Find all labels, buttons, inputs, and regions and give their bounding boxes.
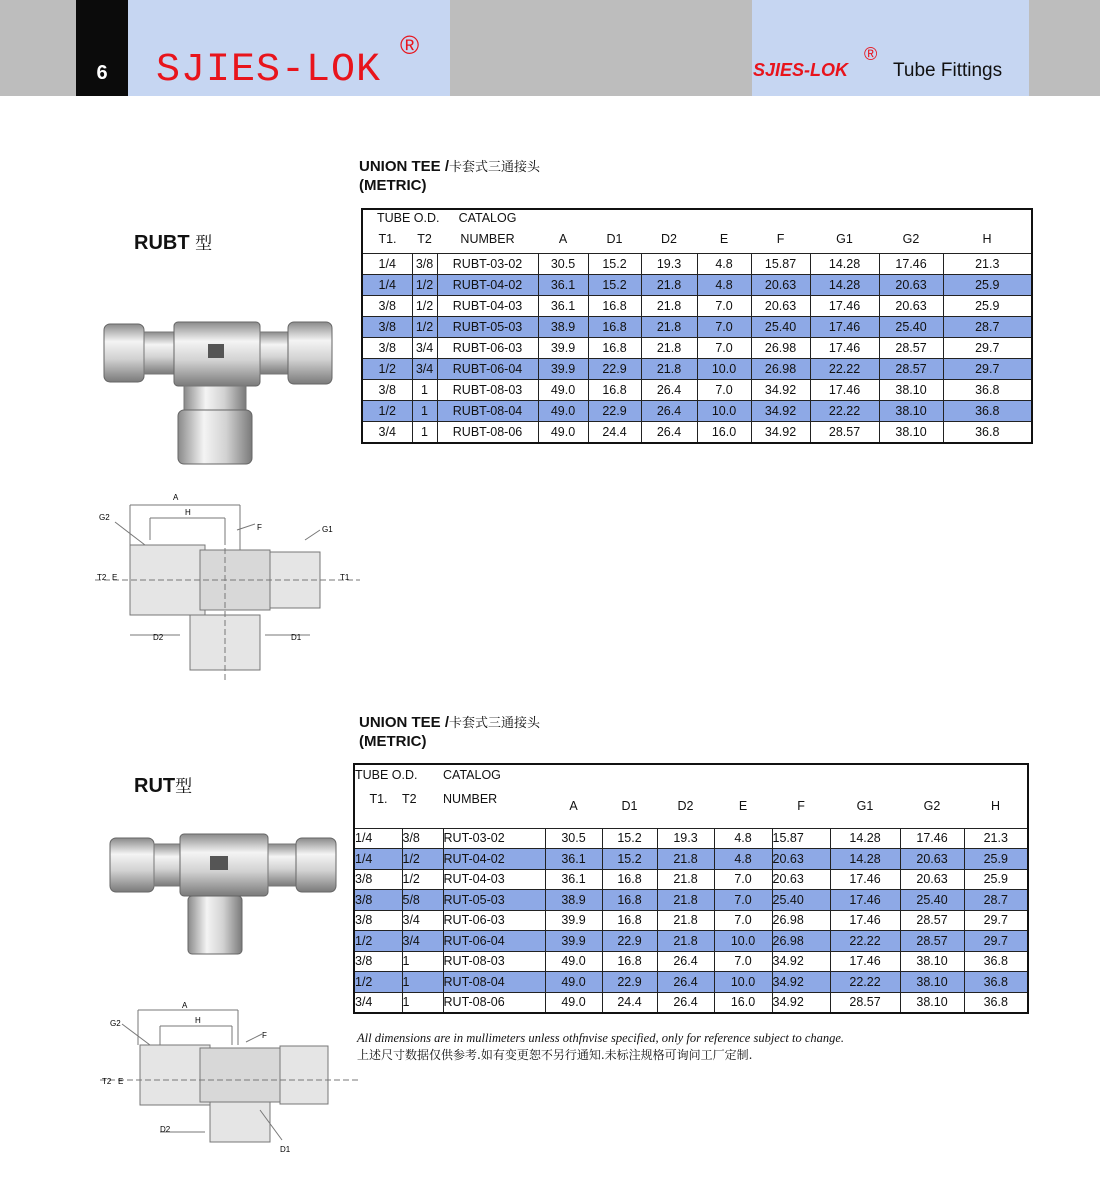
drawing-label-g2: G2: [99, 513, 110, 522]
table-cell: 22.22: [810, 358, 879, 379]
table-cell: 39.9: [538, 358, 588, 379]
table-cell: 21.3: [964, 828, 1028, 849]
table-cell: 49.0: [538, 379, 588, 400]
table-cell: 39.9: [538, 337, 588, 358]
table-cell: 1: [402, 992, 443, 1013]
table-cell: 20.63: [751, 295, 810, 316]
table-cell: 21.8: [641, 295, 697, 316]
table-cell: 16.8: [588, 337, 641, 358]
table-cell: RUBT-08-03: [437, 379, 538, 400]
table-cell: 19.3: [641, 253, 697, 274]
table-cell: 36.8: [943, 379, 1032, 400]
table-cell: RUBT-06-03: [437, 337, 538, 358]
table-cell: 39.9: [545, 931, 602, 952]
table-cell: 7.0: [697, 337, 751, 358]
registered-mark-small: ®: [864, 44, 878, 64]
table-row: [354, 849, 1028, 870]
table-row: [362, 421, 1032, 443]
table-cell: 17.46: [810, 316, 879, 337]
table-cell: 3/8: [402, 828, 443, 849]
table-cell: 21.8: [641, 316, 697, 337]
table-cell: 21.8: [641, 358, 697, 379]
table-cell: 20.63: [900, 849, 964, 870]
table-cell: 38.10: [900, 951, 964, 972]
table-cell: 26.4: [657, 992, 714, 1013]
table-cell: 14.28: [830, 828, 900, 849]
table-cell: 30.5: [538, 253, 588, 274]
table-cell: 26.4: [657, 951, 714, 972]
table-row: [354, 931, 1028, 952]
table-row: [354, 869, 1028, 890]
table-cell: 1: [412, 421, 437, 443]
table-row: [362, 316, 1032, 337]
table-cell: 25.40: [879, 316, 943, 337]
section-title: UNION TEE /卡套式三通接头 (METRIC): [359, 158, 541, 194]
table-cell: 24.4: [588, 421, 641, 443]
table-cell: 19.3: [657, 828, 714, 849]
table-cell: 5/8: [402, 890, 443, 911]
table-row: [362, 295, 1032, 316]
table-cell: 36.1: [538, 295, 588, 316]
table-header-row: T1. T2 NUMBER A D1 D2 E F G1 G2 H: [378, 231, 992, 246]
drawing-label-t2: T2: [102, 1077, 112, 1086]
table-cell: RUBT-04-03: [437, 295, 538, 316]
table-cell: 21.8: [641, 274, 697, 295]
table-cell: 38.9: [538, 316, 588, 337]
table-cell: 3/4: [402, 931, 443, 952]
table-cell: 1/2: [412, 295, 437, 316]
page-number: 6: [96, 62, 108, 84]
table-cell: 49.0: [538, 400, 588, 421]
table-cell: 36.8: [943, 400, 1032, 421]
section-title: UNION TEE /卡套式三通接头 (METRIC): [359, 714, 541, 750]
table-cell: 7.0: [714, 910, 772, 931]
table-cell: 17.46: [810, 379, 879, 400]
table-cell: RUT-06-03: [443, 910, 545, 931]
table-row: [362, 253, 1032, 274]
table-row: [354, 992, 1028, 1013]
table-cell: 25.9: [943, 274, 1032, 295]
table-cell: 1/2: [354, 931, 402, 952]
table-cell: 36.1: [545, 849, 602, 870]
table-cell: 1/2: [402, 849, 443, 870]
union-tee-drawing: [100, 1000, 360, 1160]
table-cell: 15.87: [751, 253, 810, 274]
registered-mark: ®: [400, 30, 420, 60]
drawing-label-a: A: [173, 493, 179, 502]
table-cell: 29.7: [964, 910, 1028, 931]
table-cell: 26.98: [751, 358, 810, 379]
table-cell: 29.7: [943, 337, 1032, 358]
table-cell: 3/8: [354, 869, 402, 890]
table-cell: 16.0: [714, 992, 772, 1013]
table-cell: RUBT-08-06: [437, 421, 538, 443]
table-cell: 17.46: [900, 828, 964, 849]
table-cell: RUT-05-03: [443, 890, 545, 911]
table-cell: 15.2: [588, 274, 641, 295]
table-row: [354, 972, 1028, 993]
table-cell: 3/4: [412, 358, 437, 379]
table-cell: 20.63: [900, 869, 964, 890]
table-cell: 3/8: [362, 337, 412, 358]
table-cell: 10.0: [697, 358, 751, 379]
table-cell: 1: [412, 379, 437, 400]
header-subtitle: Tube Fittings: [893, 60, 1003, 81]
table-cell: 1/2: [354, 972, 402, 993]
table-cell: 20.63: [879, 274, 943, 295]
table-cell: 26.4: [641, 400, 697, 421]
table-cell: 16.8: [602, 951, 657, 972]
table-cell: 24.4: [602, 992, 657, 1013]
union-tee-photo: [108, 832, 358, 982]
table-cell: 3/4: [362, 421, 412, 443]
table-cell: RUBT-04-02: [437, 274, 538, 295]
table-cell: 38.10: [900, 972, 964, 993]
table-cell: 4.8: [697, 274, 751, 295]
drawing-label-f: F: [262, 1031, 267, 1040]
table-cell: 36.8: [964, 972, 1028, 993]
table-cell: 15.2: [588, 253, 641, 274]
table-cell: 28.57: [900, 910, 964, 931]
table-cell: 25.40: [772, 890, 830, 911]
drawing-label-g1: G1: [322, 525, 333, 534]
table-cell: 14.28: [830, 849, 900, 870]
table-cell: 22.22: [830, 931, 900, 952]
table-cell: 38.10: [900, 992, 964, 1013]
table-cell: 21.8: [657, 890, 714, 911]
table-cell: 26.4: [641, 379, 697, 400]
table-cell: 34.92: [772, 951, 830, 972]
table-cell: 38.9: [545, 890, 602, 911]
table-cell: 20.63: [772, 869, 830, 890]
header-band-grey-right: [1029, 0, 1100, 96]
table-cell: 22.9: [602, 931, 657, 952]
footnote-chinese: 上述尺寸数据仅供参考.如有变更恕不另行通知.未标注规格可询问工厂定制.: [357, 1048, 753, 1062]
table-cell: 7.0: [714, 951, 772, 972]
table-cell: 3/8: [362, 295, 412, 316]
table-row: [362, 358, 1032, 379]
table-cell: 17.46: [830, 910, 900, 931]
drawing-label-h: H: [195, 1016, 201, 1025]
table-cell: 16.8: [588, 295, 641, 316]
table-cell: 29.7: [964, 931, 1028, 952]
table-header-row: T1. T2 NUMBER A D1 D2 E F G1 G2 H: [369, 791, 1001, 813]
drawing-label-d1: D1: [280, 1145, 291, 1154]
table-cell: 17.46: [830, 951, 900, 972]
table-cell: 7.0: [697, 379, 751, 400]
table-cell: RUBT-03-02: [437, 253, 538, 274]
table-cell: 15.87: [772, 828, 830, 849]
table-cell: 4.8: [714, 849, 772, 870]
table-cell: 3/4: [412, 337, 437, 358]
table-cell: 16.8: [588, 316, 641, 337]
table-cell: 21.8: [657, 849, 714, 870]
table-cell: 36.8: [964, 951, 1028, 972]
table-cell: 10.0: [697, 400, 751, 421]
drawing-label-g2: G2: [110, 1019, 121, 1028]
table-cell: 26.98: [772, 931, 830, 952]
table-cell: RUBT-05-03: [437, 316, 538, 337]
table-cell: 10.0: [714, 972, 772, 993]
drawing-label-h: H: [185, 508, 191, 517]
table-cell: 7.0: [697, 316, 751, 337]
drawing-label-f: F: [257, 523, 262, 532]
table-cell: 7.0: [714, 890, 772, 911]
table-cell: 16.8: [602, 890, 657, 911]
table-cell: 49.0: [545, 992, 602, 1013]
table-cell: RUT-08-03: [443, 951, 545, 972]
table-cell: 28.57: [810, 421, 879, 443]
table-cell: RUBT-08-04: [437, 400, 538, 421]
table-cell: 3/8: [354, 951, 402, 972]
table-cell: 26.4: [657, 972, 714, 993]
table-cell: 30.5: [545, 828, 602, 849]
drawing-label-t2: T2: [97, 573, 107, 582]
table-cell: 28.57: [900, 931, 964, 952]
table-cell: RUT-03-02: [443, 828, 545, 849]
table-cell: 25.9: [964, 849, 1028, 870]
table-cell: RUT-08-04: [443, 972, 545, 993]
drawing-label-a: A: [182, 1001, 188, 1010]
table-cell: 36.1: [538, 274, 588, 295]
table-cell: 1/2: [362, 358, 412, 379]
table-cell: 1/2: [412, 274, 437, 295]
table-cell: 20.63: [751, 274, 810, 295]
table-cell: 1: [402, 972, 443, 993]
table-row: [362, 337, 1032, 358]
brand-small: SJIES-LOK: [753, 60, 849, 80]
union-tee-drawing: [95, 490, 360, 680]
table-cell: 29.7: [943, 358, 1032, 379]
table-cell: 36.8: [943, 421, 1032, 443]
header-band-grey-middle: [450, 0, 752, 96]
table-cell: 1/2: [402, 869, 443, 890]
drawing-label-t1: T1: [340, 573, 350, 582]
table-cell: RUT-04-02: [443, 849, 545, 870]
table-cell: 22.22: [830, 972, 900, 993]
table-cell: 4.8: [697, 253, 751, 274]
table-cell: 3/8: [362, 316, 412, 337]
table-cell: 38.10: [879, 421, 943, 443]
table-cell: 26.4: [641, 421, 697, 443]
table-cell: 38.10: [879, 379, 943, 400]
table-cell: 1/2: [412, 316, 437, 337]
table-cell: 49.0: [545, 972, 602, 993]
table-cell: 38.10: [879, 400, 943, 421]
table-cell: 1: [412, 400, 437, 421]
drawing-label-d2: D2: [160, 1125, 171, 1134]
table-cell: 1: [402, 951, 443, 972]
table-cell: 21.8: [641, 337, 697, 358]
dimensions-table: TUBE O.D. CATALOG T1. T2 NUMBER A D1 D2 E F G1 G2 H 1/4 3/8 RUT-03-02 30.5 15.2 19.3 4.8 15.87 14.28 17.46 21.3 1/4 1/2 RUT-04-02 36.1 15.2 21.8 4.8 20.63 14.28 20.63 25.9 3/8 1/2 RUT-04-03 36.1 16.8 21.8 7.0 20.63 17.46 20.63 25.9 3/8 5/8 RUT-05-03 38.9 16.8 21.8 7.0 25.40 17.46 25.40 28.7 3/8 3/4 RUT-06-03 39.9 16.8 21.8 7.0 26.98 17.46 28.57 29.7 1/2 3/4 RUT-06-04 39.9 22.9 21.8 10.0 26.98 22.22 28.57 29.7 3/8 1 RUT-08-03 49.0 16.8 26.4 7.0 34.92 17.46 38.10 36.8 1/2 1 RUT-08-04 49.0 22.9 26.4 10.0 34.92 22.22 38.10 36.8 3/4 1 RUT-08-06 49.0 24.4 26.4 16.0 34.92 28.57 38.10 36.8: [353, 763, 1029, 1014]
header-band-grey-left: [0, 0, 76, 96]
table-cell: 14.28: [810, 253, 879, 274]
model-label: RUT型: [134, 775, 193, 797]
table-cell: 1/4: [362, 253, 412, 274]
table-cell: 36.1: [545, 869, 602, 890]
table-cell: 36.8: [964, 992, 1028, 1013]
table-cell: 3/8: [362, 379, 412, 400]
table-cell: 10.0: [714, 931, 772, 952]
footnote-english: All dimensions are in mullimeters unless othfnvise specified, only for reference subject to change.: [357, 1031, 845, 1045]
table-cell: 22.9: [588, 358, 641, 379]
table-cell: 21.8: [657, 869, 714, 890]
table-cell: 28.57: [879, 337, 943, 358]
table-cell: 34.92: [772, 972, 830, 993]
table-cell: 17.46: [830, 869, 900, 890]
table-cell: 16.8: [602, 910, 657, 931]
table-row: [354, 828, 1028, 849]
table-cell: RUT-04-03: [443, 869, 545, 890]
table-cell: 28.7: [943, 316, 1032, 337]
table-cell: 7.0: [697, 295, 751, 316]
model-label: RUBT 型: [134, 232, 213, 254]
table-cell: 28.57: [879, 358, 943, 379]
table-cell: 7.0: [714, 869, 772, 890]
table-cell: 34.92: [751, 421, 810, 443]
table-cell: 34.92: [751, 379, 810, 400]
table-row: [354, 910, 1028, 931]
table-cell: 17.46: [810, 337, 879, 358]
table-cell: 26.98: [751, 337, 810, 358]
table-row: [362, 274, 1032, 295]
drawing-label-e: E: [112, 573, 118, 582]
table-cell: 25.9: [943, 295, 1032, 316]
table-cell: 14.28: [810, 274, 879, 295]
table-cell: 15.2: [602, 849, 657, 870]
table-row: [354, 890, 1028, 911]
table-cell: 25.40: [751, 316, 810, 337]
table-cell: 17.46: [879, 253, 943, 274]
table-cell: 16.8: [588, 379, 641, 400]
union-tee-photo: [102, 318, 352, 468]
table-cell: 1/4: [362, 274, 412, 295]
table-cell: 25.40: [900, 890, 964, 911]
table-cell: 25.9: [964, 869, 1028, 890]
table-cell: 21.8: [657, 931, 714, 952]
table-cell: RUT-06-04: [443, 931, 545, 952]
table-cell: 28.7: [964, 890, 1028, 911]
table-cell: RUT-08-06: [443, 992, 545, 1013]
table-cell: 1/4: [354, 828, 402, 849]
table-cell: 3/8: [354, 910, 402, 931]
table-cell: 39.9: [545, 910, 602, 931]
table-cell: 22.22: [810, 400, 879, 421]
table-cell: 21.3: [943, 253, 1032, 274]
table-cell: 34.92: [751, 400, 810, 421]
table-cell: 22.9: [588, 400, 641, 421]
dimensions-table: TUBE O.D. CATALOG T1. T2 NUMBER A D1 D2 E F G1 G2 H 1/4 3/8 RUBT-03-02 30.5 15.2 19.3 4.8 15.87 14.28 17.46 21.3 1/4 1/2 RUBT-04-02 36.1 15.2 21.8 4.8 20.63 14.28 20.63 25.9 3/8 1/2 RUBT-04-03 36.1 16.8 21.8 7.0 20.63 17.46 20.63 25.9 3/8 1/2 RUBT-05-03 38.9 16.8 21.8 7.0 25.40 17.46 25.40 28.7 3/8 3/4 RUBT-06-03 39.9 16.8 21.8 7.0 26.98 17.46 28.57 29.7 1/2 3/4 RUBT-06-04 39.9 22.9 21.8 10.0 26.98 22.22 28.57 29.7 3/8 1 RUBT-08-03 49.0 16.8 26.4 7.0 34.92 17.46 38.10 36.8 1/2 1 RUBT-08-04 49.0 22.9 26.4 10.0 34.92 22.22 38.10 36.8 3/4 1 RUBT-08-06 49.0 24.4 26.4 16.0 34.92 28.57 38.10 36.8: [361, 208, 1033, 444]
table-cell: 28.57: [830, 992, 900, 1013]
table-row: [354, 951, 1028, 972]
table-cell: 1/2: [362, 400, 412, 421]
table-cell: 3/8: [412, 253, 437, 274]
table-cell: 16.0: [697, 421, 751, 443]
table-cell: 16.8: [602, 869, 657, 890]
table-row: [362, 379, 1032, 400]
table-cell: 1/4: [354, 849, 402, 870]
table-cell: 26.98: [772, 910, 830, 931]
table-cell: 20.63: [772, 849, 830, 870]
table-cell: 17.46: [830, 890, 900, 911]
table-cell: 3/4: [354, 992, 402, 1013]
drawing-label-e: E: [118, 1077, 124, 1086]
table-cell: 22.9: [602, 972, 657, 993]
table-cell: 20.63: [879, 295, 943, 316]
table-cell: RUBT-06-04: [437, 358, 538, 379]
drawing-label-d2: D2: [153, 633, 164, 642]
table-cell: 15.2: [602, 828, 657, 849]
table-cell: 4.8: [714, 828, 772, 849]
table-cell: 49.0: [538, 421, 588, 443]
table-cell: 34.92: [772, 992, 830, 1013]
table-cell: 21.8: [657, 910, 714, 931]
brand-logo: SJIES-LOK: [156, 48, 382, 93]
table-cell: 17.46: [810, 295, 879, 316]
table-cell: 3/8: [354, 890, 402, 911]
table-cell: 3/4: [402, 910, 443, 931]
table-row: [362, 400, 1032, 421]
table-cell: 49.0: [545, 951, 602, 972]
drawing-label-d1: D1: [291, 633, 302, 642]
